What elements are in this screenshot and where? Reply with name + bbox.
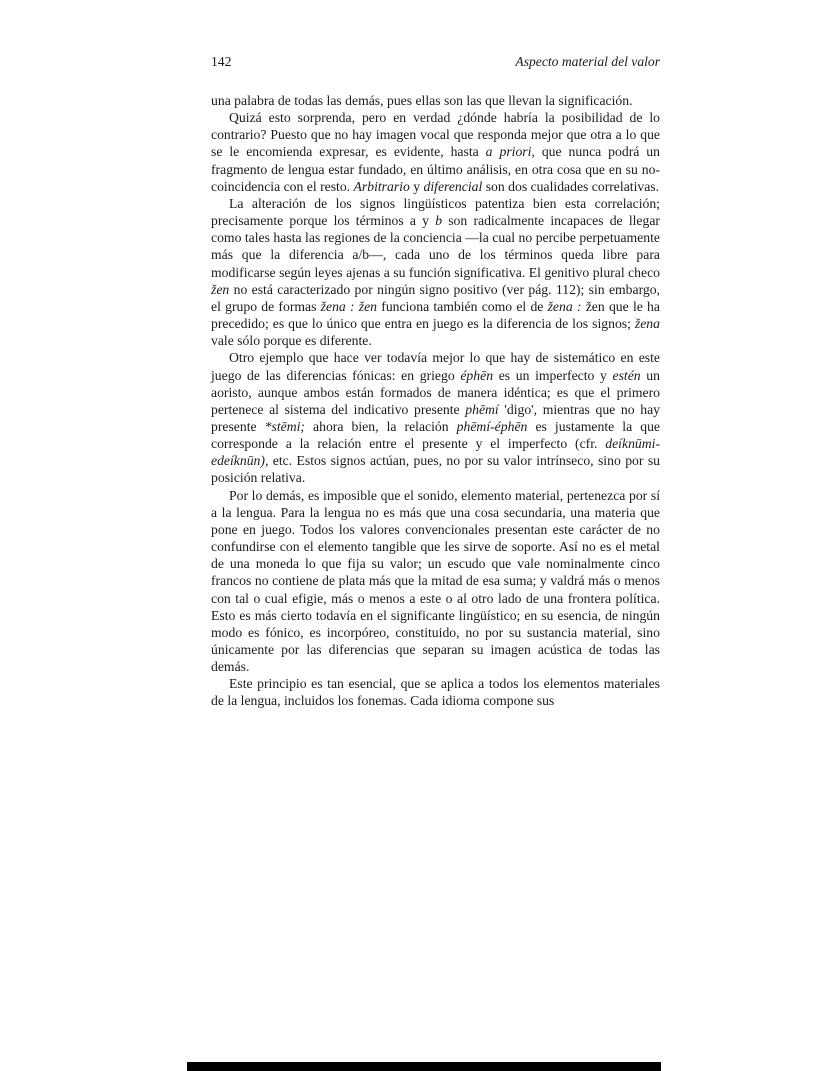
italic-text-run: a priori, bbox=[485, 144, 535, 160]
italic-text-run: estén bbox=[612, 367, 641, 383]
italic-text-run: phēmí bbox=[465, 401, 499, 417]
text-run: Quizá esto sorprenda, pero en verdad ¿dónde habría la posibilidad de lo contrario? Puesto que no hay imagen vocal que responda mejor que otra a lo que se le encomienda expresar, es evidente, hasta bbox=[211, 110, 660, 160]
text-run: es justamente la que corresponde a la relación entre el presente y el imperfecto (cfr. bbox=[211, 418, 660, 452]
text-run: que nunca podrá un fragmento de lengua estar fundado, en último análisis, en otra cosa que en su no-coincidencia con el resto. bbox=[211, 144, 660, 194]
text-run: 'digo', mientras que no hay presente bbox=[211, 401, 660, 434]
text-run: Por lo demás, es imposible que el sonido, elemento material, pertenezca por sí a la lengua. Para la lengua no es más que una cosa secundaria, una materia que pone en juego. Todos los valores convencionales presentan este carácter de no confundirse con el elemento tangible que les sirve de soporte. Así no es el metal de una moneda lo que fija su valor; un escudo que vale nominalmente cinco francos no contiene de plata más que la mitad de esa suma; y valdrá más o menos con tal o cual efigie, más o menos a este o al otro lado de una frontera política. Esto es más cierto todavía en el significante lingüístico; en su esencia, de ningún modo es fónico, es incorpóreo, constituido, no por su sustancia material, sino únicamente por las diferencias que separan su imagen acústica de todas las demás. bbox=[211, 487, 660, 675]
text-run: no está caracterizado por ningún signo positivo (ver pág. 112); sin embargo, el grupo de formas bbox=[211, 281, 660, 314]
scan-artifact-bar bbox=[187, 1062, 661, 1071]
italic-text-run: Arbitrario bbox=[353, 178, 410, 194]
italic-text-run: diferencial bbox=[423, 178, 483, 194]
page-header bbox=[211, 54, 660, 70]
paragraph bbox=[211, 349, 660, 486]
text-run: son radicalmente incapaces de llegar como tales hasta las regiones de la conciencia —la cual no percibe perpetuamente más que la diferencia a/b—, cada uno de los términos queda libre para modificarse según leyes ajenas a su función significativa. El genitivo plural checo bbox=[211, 213, 660, 280]
text-run: y bbox=[409, 178, 424, 194]
running-head: Aspecto material del valor bbox=[515, 54, 660, 69]
italic-text-run: phēmí-éphēn bbox=[456, 418, 528, 434]
italic-text-run: žena : bbox=[547, 298, 582, 314]
paragraph bbox=[211, 109, 660, 195]
italic-text-run: žen bbox=[211, 281, 230, 297]
italic-text-run: b bbox=[435, 213, 443, 229]
page-number: 142 bbox=[211, 54, 232, 69]
italic-text-run: žena bbox=[634, 316, 660, 332]
text-run: žen que le ha precedido; es que lo único que entra en juego es la diferencia de los signos; bbox=[211, 298, 660, 332]
paragraph bbox=[211, 195, 660, 349]
italic-text-run: *stēmi; bbox=[264, 418, 305, 434]
text-run: son dos cualidades correlativas. bbox=[482, 178, 660, 194]
text-run: vale sólo porque es diferente. bbox=[211, 333, 372, 349]
text-run: La alteración de los signos lingüísticos patentiza bien esta correlación; precisamente porque los términos a y bbox=[211, 195, 660, 229]
paragraph bbox=[211, 675, 660, 709]
italic-text-run: žena : žen bbox=[320, 298, 378, 314]
text-run: una palabra de todas las demás, pues ellas son las que llevan la significación. bbox=[211, 93, 633, 108]
text-run: Otro ejemplo que hace ver todavía mejor lo que hay de sistemático en este juego de las diferencias fónicas: en griego bbox=[211, 350, 660, 383]
page-body bbox=[211, 92, 660, 710]
italic-text-run: deíknūmi-edeíknūn), bbox=[211, 436, 660, 469]
text-run: etc. Estos signos actúan, pues, no por su valor intrínseco, sino por su posición relativa. bbox=[211, 453, 660, 486]
text-run: ahora bien, la relación bbox=[304, 418, 457, 434]
text-run: funciona también como el de bbox=[377, 298, 548, 314]
text-run: es un imperfecto y bbox=[493, 367, 613, 383]
text-run: Este principio es tan esencial, que se aplica a todos los elementos materiales de la lengua, incluidos los fonemas. Cada idioma compone sus bbox=[211, 676, 660, 709]
text-run: un aoristo, aunque ambos están formados de manera idéntica; es que el primero pertenece al sistema del indicativo presente bbox=[211, 367, 660, 417]
paragraph bbox=[211, 92, 660, 109]
paragraph bbox=[211, 487, 660, 676]
italic-text-run: éphēn bbox=[460, 367, 494, 383]
